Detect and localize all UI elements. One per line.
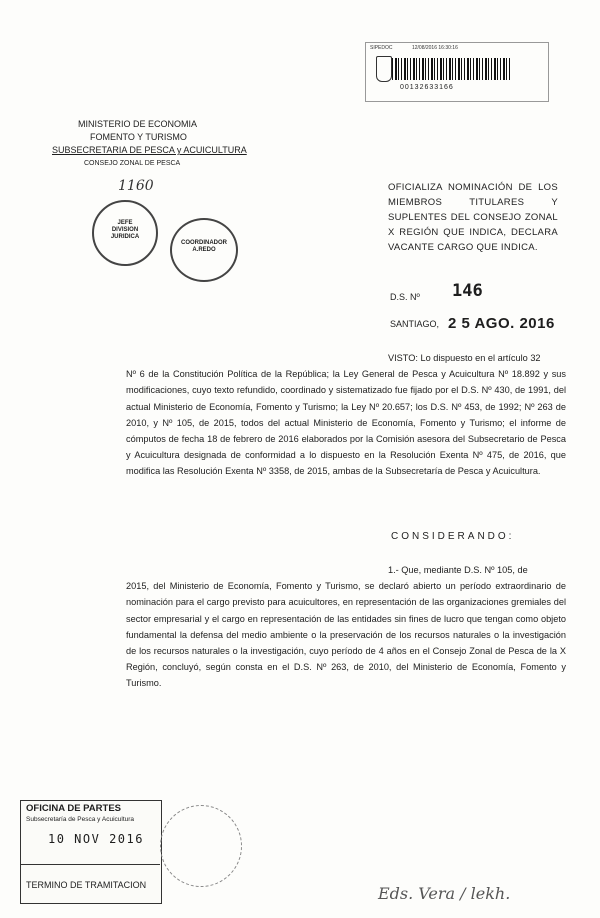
visto-lead: VISTO: Lo dispuesto en el artículo 32 bbox=[388, 353, 541, 363]
faint-round-stamp bbox=[160, 805, 242, 887]
ministry-header bbox=[52, 118, 252, 170]
chile-crest-icon bbox=[376, 56, 392, 82]
ministry-line-2: FOMENTO Y TURISMO bbox=[90, 132, 187, 142]
decree-date: 2 5 AGO. 2016 bbox=[448, 315, 555, 332]
barcode bbox=[392, 58, 512, 80]
considerando-heading: CONSIDERANDO: bbox=[391, 531, 515, 542]
visto-body: Nº 6 de la Constitución Política de la República; la Ley General de Pesca y Acuicultura Nº 18.892 y sus modificaciones, cuyo texto refundido, coordinado y sistematizado fue fijado por el D.S. Nº 430, de 1991, del actual Ministerio de Economía, Fomento y Turismo; la Ley Nº 20.657; los D.S. Nº 453, de 1992; Nº 263 de 2010, y Nº 105, de 2015, todos del actual Ministerio de Economía, Fomento y Turismo; el informe de cómputos de fecha 18 de febrero de 2016 elaborados por la Comisión asesora del Subsecretario de Pesca y Acuicultura designada de conformidad a lo dispuesto en la Resolución Exenta Nº 475, de 2016, que modifica las Resolución Exenta Nº 3358, de 2015, ambas de la Subsecretaría de Pesca y Acuicultura. bbox=[126, 369, 566, 477]
para1-lead: 1.- Que, mediante D.S. Nº 105, de bbox=[388, 565, 528, 575]
santiago-label: SANTIAGO, bbox=[390, 319, 440, 329]
barcode-number: 00132633166 bbox=[400, 84, 454, 91]
oficina-date: 10 NOV 2016 bbox=[48, 832, 144, 846]
registration-timestamp: 12/08/2016 16:30:16 bbox=[411, 45, 458, 51]
stamp-right-line-1: COORDINADOR bbox=[181, 240, 227, 246]
ministry-line-4: CONSEJO ZONAL DE PESCA bbox=[84, 160, 181, 167]
para1-body: 2015, del Ministerio de Economía, Fomento y Turismo, se declaró abierto un período extraordinario de nominación para el cargo previsto para acuicultores, en representación de las organizaciones gremiales del sector empresarial y el cargo en representación de las entidades sin fines de lucro que tengan como objeto fundamental la defensa del medio ambiente o la preservación de los recursos naturales o la investigación de los recursos naturales o la investigación, cuyo período de 4 años en el Consejo Zonal de Pesca de la X Región, concluyó, según consta en el D.S. Nº 263, de 2010, del Ministerio de Economía, Fomento y Turismo. bbox=[126, 581, 566, 689]
stamp-left-line-3: JURIDICA bbox=[110, 234, 140, 240]
handwritten-annotation: Eds. Vera / lekh. bbox=[378, 884, 511, 903]
registration-header bbox=[370, 45, 458, 51]
registration-system: SIPEDOC bbox=[370, 45, 393, 51]
ds-number: 146 bbox=[452, 281, 483, 301]
stamp-left-line-1: JEFE bbox=[117, 220, 133, 226]
visto-section bbox=[126, 350, 566, 480]
stamp-left-line-2: DIVISION bbox=[111, 227, 139, 233]
handwritten-number: 1160 bbox=[118, 178, 154, 194]
coordinador-stamp bbox=[170, 218, 238, 282]
oficina-subtitle: Subsecretaría de Pesca y Acuicultura bbox=[26, 816, 135, 823]
decree-subject: OFICIALIZA NOMINACIÓN DE LOS MIEMBROS TITULARES Y SUPLENTES DEL CONSEJO ZONAL X REGIÓN QUE INDICA, DECLARA VACANTE CARGO QUE INDICA. bbox=[388, 182, 558, 253]
oficina-divider bbox=[20, 864, 160, 865]
ministry-line-1: MINISTERIO DE ECONOMIA bbox=[78, 119, 198, 129]
ds-label: D.S. Nº bbox=[390, 292, 420, 302]
juridica-stamp bbox=[92, 200, 158, 266]
oficina-title: OFICINA DE PARTES bbox=[26, 803, 122, 814]
oficina-footer: TERMINO DE TRAMITACION bbox=[26, 880, 147, 890]
considerando-paragraph-1 bbox=[126, 562, 566, 692]
ministry-line-3: SUBSECRETARIA DE PESCA y ACUICULTURA bbox=[52, 145, 247, 155]
stamp-right-line-2: A.REDO bbox=[192, 247, 216, 253]
